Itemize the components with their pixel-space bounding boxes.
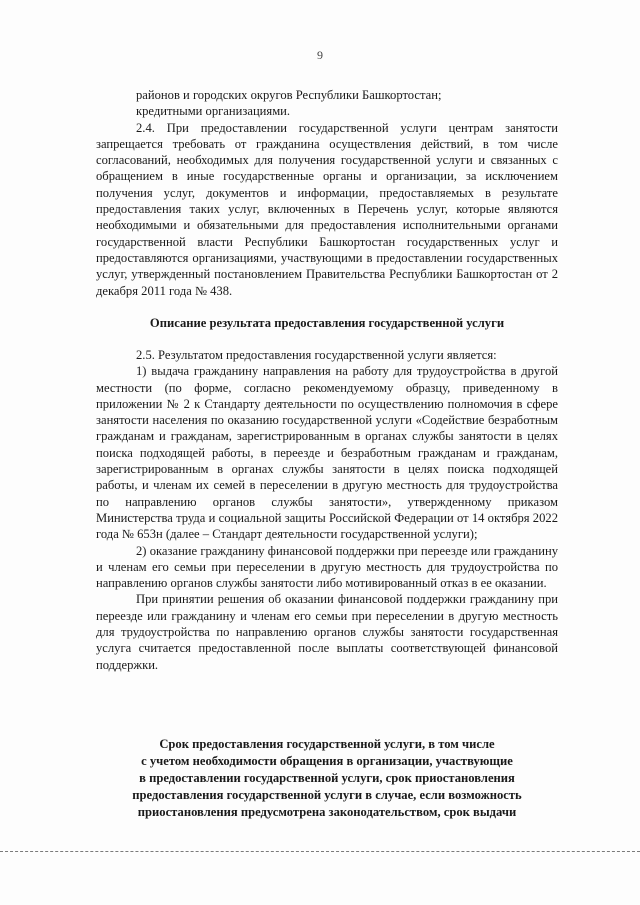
heading-term-line: с учетом необходимости обращения в организации, участвующие: [141, 754, 513, 768]
heading-term-line: приостановления предусмотрена законодательством, срок выдачи: [137, 805, 517, 819]
paragraph-item-2: 2) оказание гражданину финансовой поддержки при переезде или гражданину и членам его семьи при переселении в другую местность для трудоустройства по направлению органов службы занятости либо мотивированный отказ в ее оказании.: [96, 543, 558, 591]
paragraph-item-1: 1) выдача гражданину направления на работу для трудоустройства в другой местности (по форме, согласно рекомендуемому образцу, приведенному в приложении № 2 к Стандарту деятельности по осуществлению полномочия в сфере занятости населения по оказанию государственной услуги «Содействие безработным гражданам и гражданам, зарегистрированным в органах службы занятости в целях поиска подходящей работы, в переезде и безработным гражданам и гражданам, зарегистрированным в органах службы занятости в целях поиска подходящей работы, и членам их семей в переселении в другую местность для трудоустройства по направлению органов службы занятости», утвержденному приказом Министерства труда и социальной защиты Российской Федерации от 14 октября 2022 года № 653н (далее – Стандарт деятельности государственной услуги);: [96, 364, 558, 542]
paragraph-2-5: 2.5. Результатом предоставления государственной услуги является:: [136, 348, 497, 362]
paragraph-2-4: 2.4. При предоставлении государственной услуги центрам занятости запрещается требовать от гражданина осуществления действий, в том числе согласований, необходимых для получения государственной услуги и связанных с обращением в иные государственные органы и организации, за исключением получения услуг, документов и информации, предоставляемых в результате предоставления таких услуг, включенных в Перечень услуг, которые являются необходимыми и обязательными для предоставления исполнительными органами государственной власти Республики Башкортостан государственных услуг и предоставляются организациями, участвующими в предоставлении государственных услуг, утвержденный постановлением Правительства Республики Башкортостан от 2 декабря 2011 года № 438.: [96, 120, 558, 298]
section-result: [96, 347, 558, 673]
scan-edge-divider: [0, 851, 640, 852]
heading-term: [96, 736, 558, 821]
paragraph-credit-orgs: кредитными организациями.: [136, 104, 291, 119]
heading-term-line: Срок предоставления государственной услуги, в том числе: [159, 737, 495, 751]
heading-term-line: предоставления государственной услуги в случае, если возможность: [132, 788, 522, 802]
page-number: 9: [317, 48, 323, 62]
paragraph-decision: При принятии решения об оказании финансовой поддержки гражданину при переезде или гражданину и членам его семьи при переселении в другую местность для трудоустройства по направлению органов службы занятости государственная услуга считается предоставленной после выплаты соответствующей финансовой поддержки.: [96, 592, 558, 672]
heading-result-text: Описание результата предоставления государственной услуги: [149, 316, 505, 330]
section-top: [96, 87, 558, 299]
paragraph-districts: районов и городских округов Республики Башкортостан;: [136, 88, 442, 102]
heading-term-line: в предоставлении государственной услуги, срок приостановления: [139, 771, 515, 785]
heading-result: [96, 315, 558, 332]
